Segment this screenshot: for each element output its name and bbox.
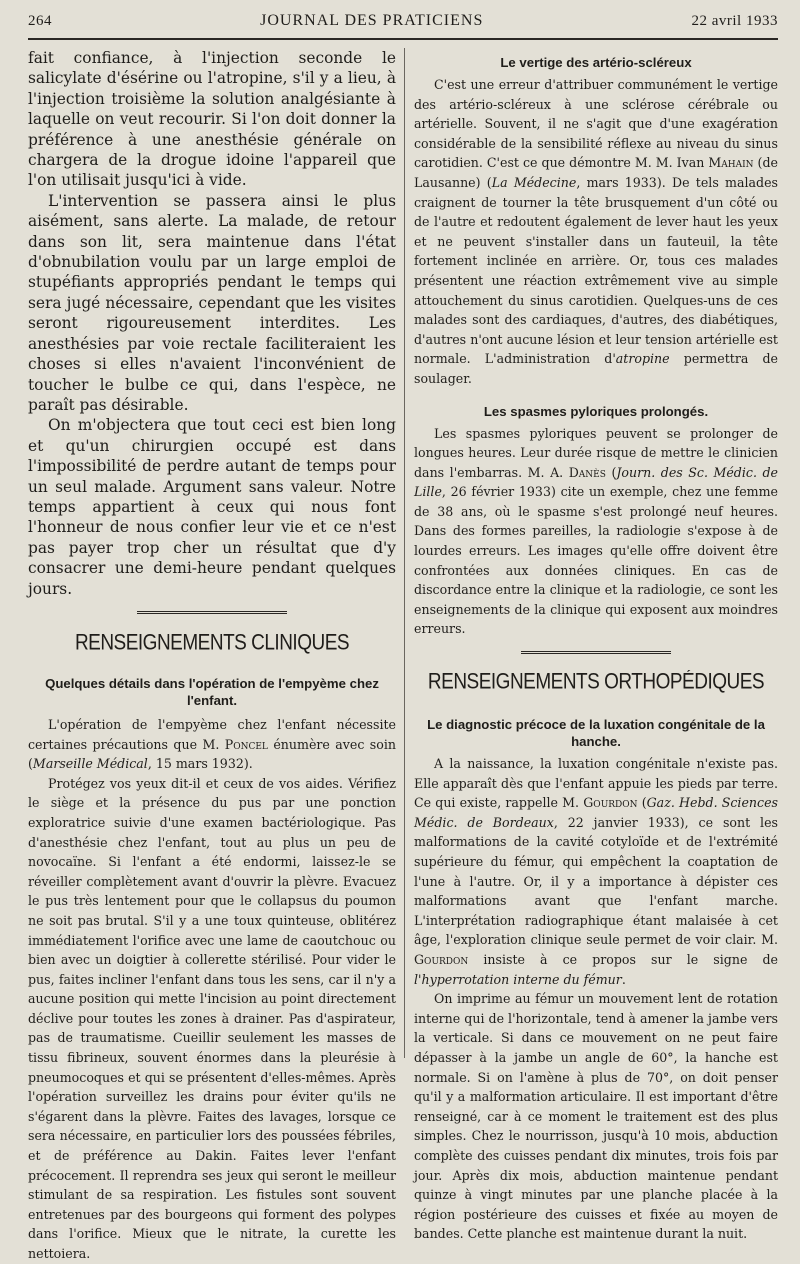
intro-continuation [28, 48, 396, 599]
article-body-spasmes [414, 424, 778, 640]
section-separator [521, 651, 671, 656]
paragraph: On imprime au fémur un mouvement lent de rotation interne qui de l'horizontale, tend à amener la jambe vers la verticale. Si dans ce mouvement on ne peut faire dépasser à la jambe un angle de 60°, la hanche est normale. Si on l'amène à plus de 70°, on doit penser qu'il y a malformation articulaire. Il est important d'être renseigné, car à ce moment le traitement est des plus simples. Chez le nourrisson, jusqu'à 10 mois, abduction complète des cuisses pendant dix minutes, trois fois par jour. Après dix mois, abduction maintenue pendant quinze à vingt minutes par une planche placée à la région postérieure des cuisses et fixée au moyen de bandes. Cette planche est maintenue durant la nuit. [414, 991, 778, 1242]
author-name: Poncel [224, 736, 268, 752]
article-title-vertige: Le vertige des artério-scléreux [500, 55, 692, 70]
section-title-cliniques: RENSEIGNEMENTS CLINIQUES [74, 631, 350, 656]
left-column [28, 48, 396, 1264]
article-body-luxation [414, 754, 778, 1244]
source-title: Gaz. Hebd. Sciences Médic. de Bordeaux [414, 795, 778, 830]
paragraph: fait confiance, à l'injection seconde le salicylate d'ésérine ou l'atropine, s'il y a lieu, à l'injection troisième la solution analgésiante à laquelle on veut recourir. Si l'on doit donner la préférence à une anesthésie générale on chargera de la drogue idoine l'appareil que l'on utilisait jusqu'ici à vide. [28, 49, 396, 190]
author-name: Gourdon [583, 795, 638, 811]
paragraph: A la naissance, la luxation congénitale n'existe pas. Elle apparaît dès que l'enfant appuie les pieds par terre. Ce qui existe, rappelle M. Gourdon (Gaz. Hebd. Sciences Médic. de Bordeaux, 22 janvier 1933), ce sont les malformations de la cavité cotyloïde et de l'extrémité supérieure du fémur, qui empêchent la coaptation de l'une à l'autre. Or, il y a importance à dépister ces malformations avant que l'enfant marche. L'interprétation radiographique étant malaisée à cet âge, l'exploration clinique seule permet de voir clair. M. Gourdon insiste à ce propos sur le signe de l'hyperrotation interne du fémur. [414, 756, 778, 987]
article-title-luxation: Le diagnostic précoce de la luxation congénitale de la hanche. [427, 717, 765, 750]
paragraph: L'opération de l'empyème chez l'enfant nécessite certaines précautions que M. Poncel énumère avec soin (Marseille Médical, 15 mars 1932). [28, 716, 396, 772]
section-separator [137, 611, 287, 616]
journal-title: JOURNAL DES PRATICIENS [260, 12, 484, 29]
author-name: Danès [568, 464, 606, 480]
page-number: 264 [28, 13, 52, 29]
paragraph: Les spasmes pyloriques peuvent se prolonger de longues heures. Leur durée risque de mettre le clinicien dans l'embarras. M. A. Danès (Journ. des Sc. Médic. de Lille, 26 février 1933) cite un exemple, chez une femme de 38 ans, où le spasme s'est prolongé neuf heures. Dans des formes pareilles, la radiologie s'expose à de lourdes erreurs. Les images qu'elle offre doivent être confrontées aux données cliniques. En cas de discordance entre la clinique et la radiologie, ce sont les enseignements de la clinique qui exposent aux moindres erreurs. [414, 425, 778, 637]
issue-date: 22 avril 1933 [691, 13, 778, 29]
author-name: Gourdon [414, 951, 469, 967]
author-name: Mahain [708, 155, 754, 171]
drug-name: atropine [615, 351, 670, 367]
article-title-empyeme: Quelques détails dans l'opération de l'empyème chez l'enfant. [45, 675, 379, 708]
section-title-orthopediques: RENSEIGNEMENTS ORTHOPÉDIQUES [427, 670, 765, 695]
article-body-empyeme [28, 715, 396, 1264]
source-title: Journ. des Sc. Médic. de Lille [414, 464, 778, 500]
paragraph: Protégez vos yeux dit-il et ceux de vos aides. Vérifiez le siège et la présence du pus par une ponction exploratrice suivie d'une examen bactériologique. Pas d'anesthésie chez l'enfant, tout au plus un peu de novocaïne. Si l'enfant a été endormi, laissez-le se réveiller complètement avant d'ouvrir la plèvre. Evacuez le pus très lentement pour que le collapsus du poumon ne soit pas brutal. S'il y a une toux quinteuse, oblitérez immédiatement l'orifice avec une lame de caoutchouc ou bien avec un doigtier à collerette stérilisé. Pour vider le pus, faites incliner l'enfant dans tous les sens, car il n'y a aucune position qui mette l'incision au point directement déclive pour toutes les zones à drainer. Pas d'aspirateur, pas de traumatisme. Cueillir seulement les masses de tissu fibrineux, souvent énormes dans la pleurésie à pneumocoques et qui se présentent d'elles-mêmes. Après l'opération surveillez les drains pour éviter qu'ils ne s'égarent dans la plèvre. Faites des lavages, lorsque ce sera nécessaire, en particulier lors des poussées fébriles, et de préférence au Dakin. Faites lever l'enfant précocement. Il reprendra ses jeux qui seront le meilleur stimulant de sa respiration. Les fistules sont souvent entretenues par des bourgeons qui forment des polypes dans l'orifice. Mieux que le nitrate, la curette les nettoiera. [28, 775, 396, 1261]
article-title-spasmes: Les spasmes pyloriques prolongés. [483, 403, 709, 419]
right-column [414, 48, 778, 1244]
article-body-vertige [414, 75, 778, 389]
paragraph: On m'objectera que tout ceci est bien long et qu'un chirurgien occupé est dans l'impossibilité de perdre autant de temps pour un seul malade. Argument sans valeur. Notre temps appartient à ceux qui nous font l'honneur de nous confier leur vie et ce n'est pas payer trop cher un résultat que d'y consacrer une demi-heure pendant quelques jours. [28, 416, 396, 598]
paragraph: L'intervention se passera ainsi le plus aisément, sans alerte. La malade, de retour dans son lit, sera maintenue dans l'état d'obnubilation voulu par un large emploi de stupéfiants appropriés pendant le temps qui sera jugé nécessaire, cependant que les visites seront rigoureusement interdites. Les anesthésies par voie rectale faciliteraient les choses si elles n'avaient l'inconvénient de toucher le bulbe ce qui, dans l'espèce, ne paraît pas désirable. [28, 191, 396, 414]
sign-name: l'hyperrotation interne du fémur [414, 971, 622, 987]
paragraph: C'est une erreur d'attribuer communément le vertige des artério-scléreux à une sclérose cérébrale ou artérielle. Souvent, il ne s'agit que d'une exagération considérable de la sensibilité réflexe au niveau du sinus carotidien. C'est ce que démontre M. M. Ivan Mahain (de Lausanne) (La Médecine, mars 1933). De tels malades craignent de tourner la tête brusquement d'un côté ou de l'autre et redoutent également de lever haut les yeux et ne peuvent s'installer dans un fauteuil, la tête fortement inclinée en arrière. Or, tous ces malades présentent une réaction extrêmement vive au simple attouchement du sinus carotidien. Quelques-uns de ces malades sont des cardiaques, d'autres, des diabétiques, d'autres n'ont aucune lésion et leur tension artérielle est normale. L'administration d'atropine permettra de soulager. [414, 77, 778, 386]
page-header [28, 12, 778, 40]
column-divider [404, 48, 405, 1058]
source-title: Marseille Médical [32, 756, 148, 772]
source-title: La Médecine [491, 174, 577, 190]
